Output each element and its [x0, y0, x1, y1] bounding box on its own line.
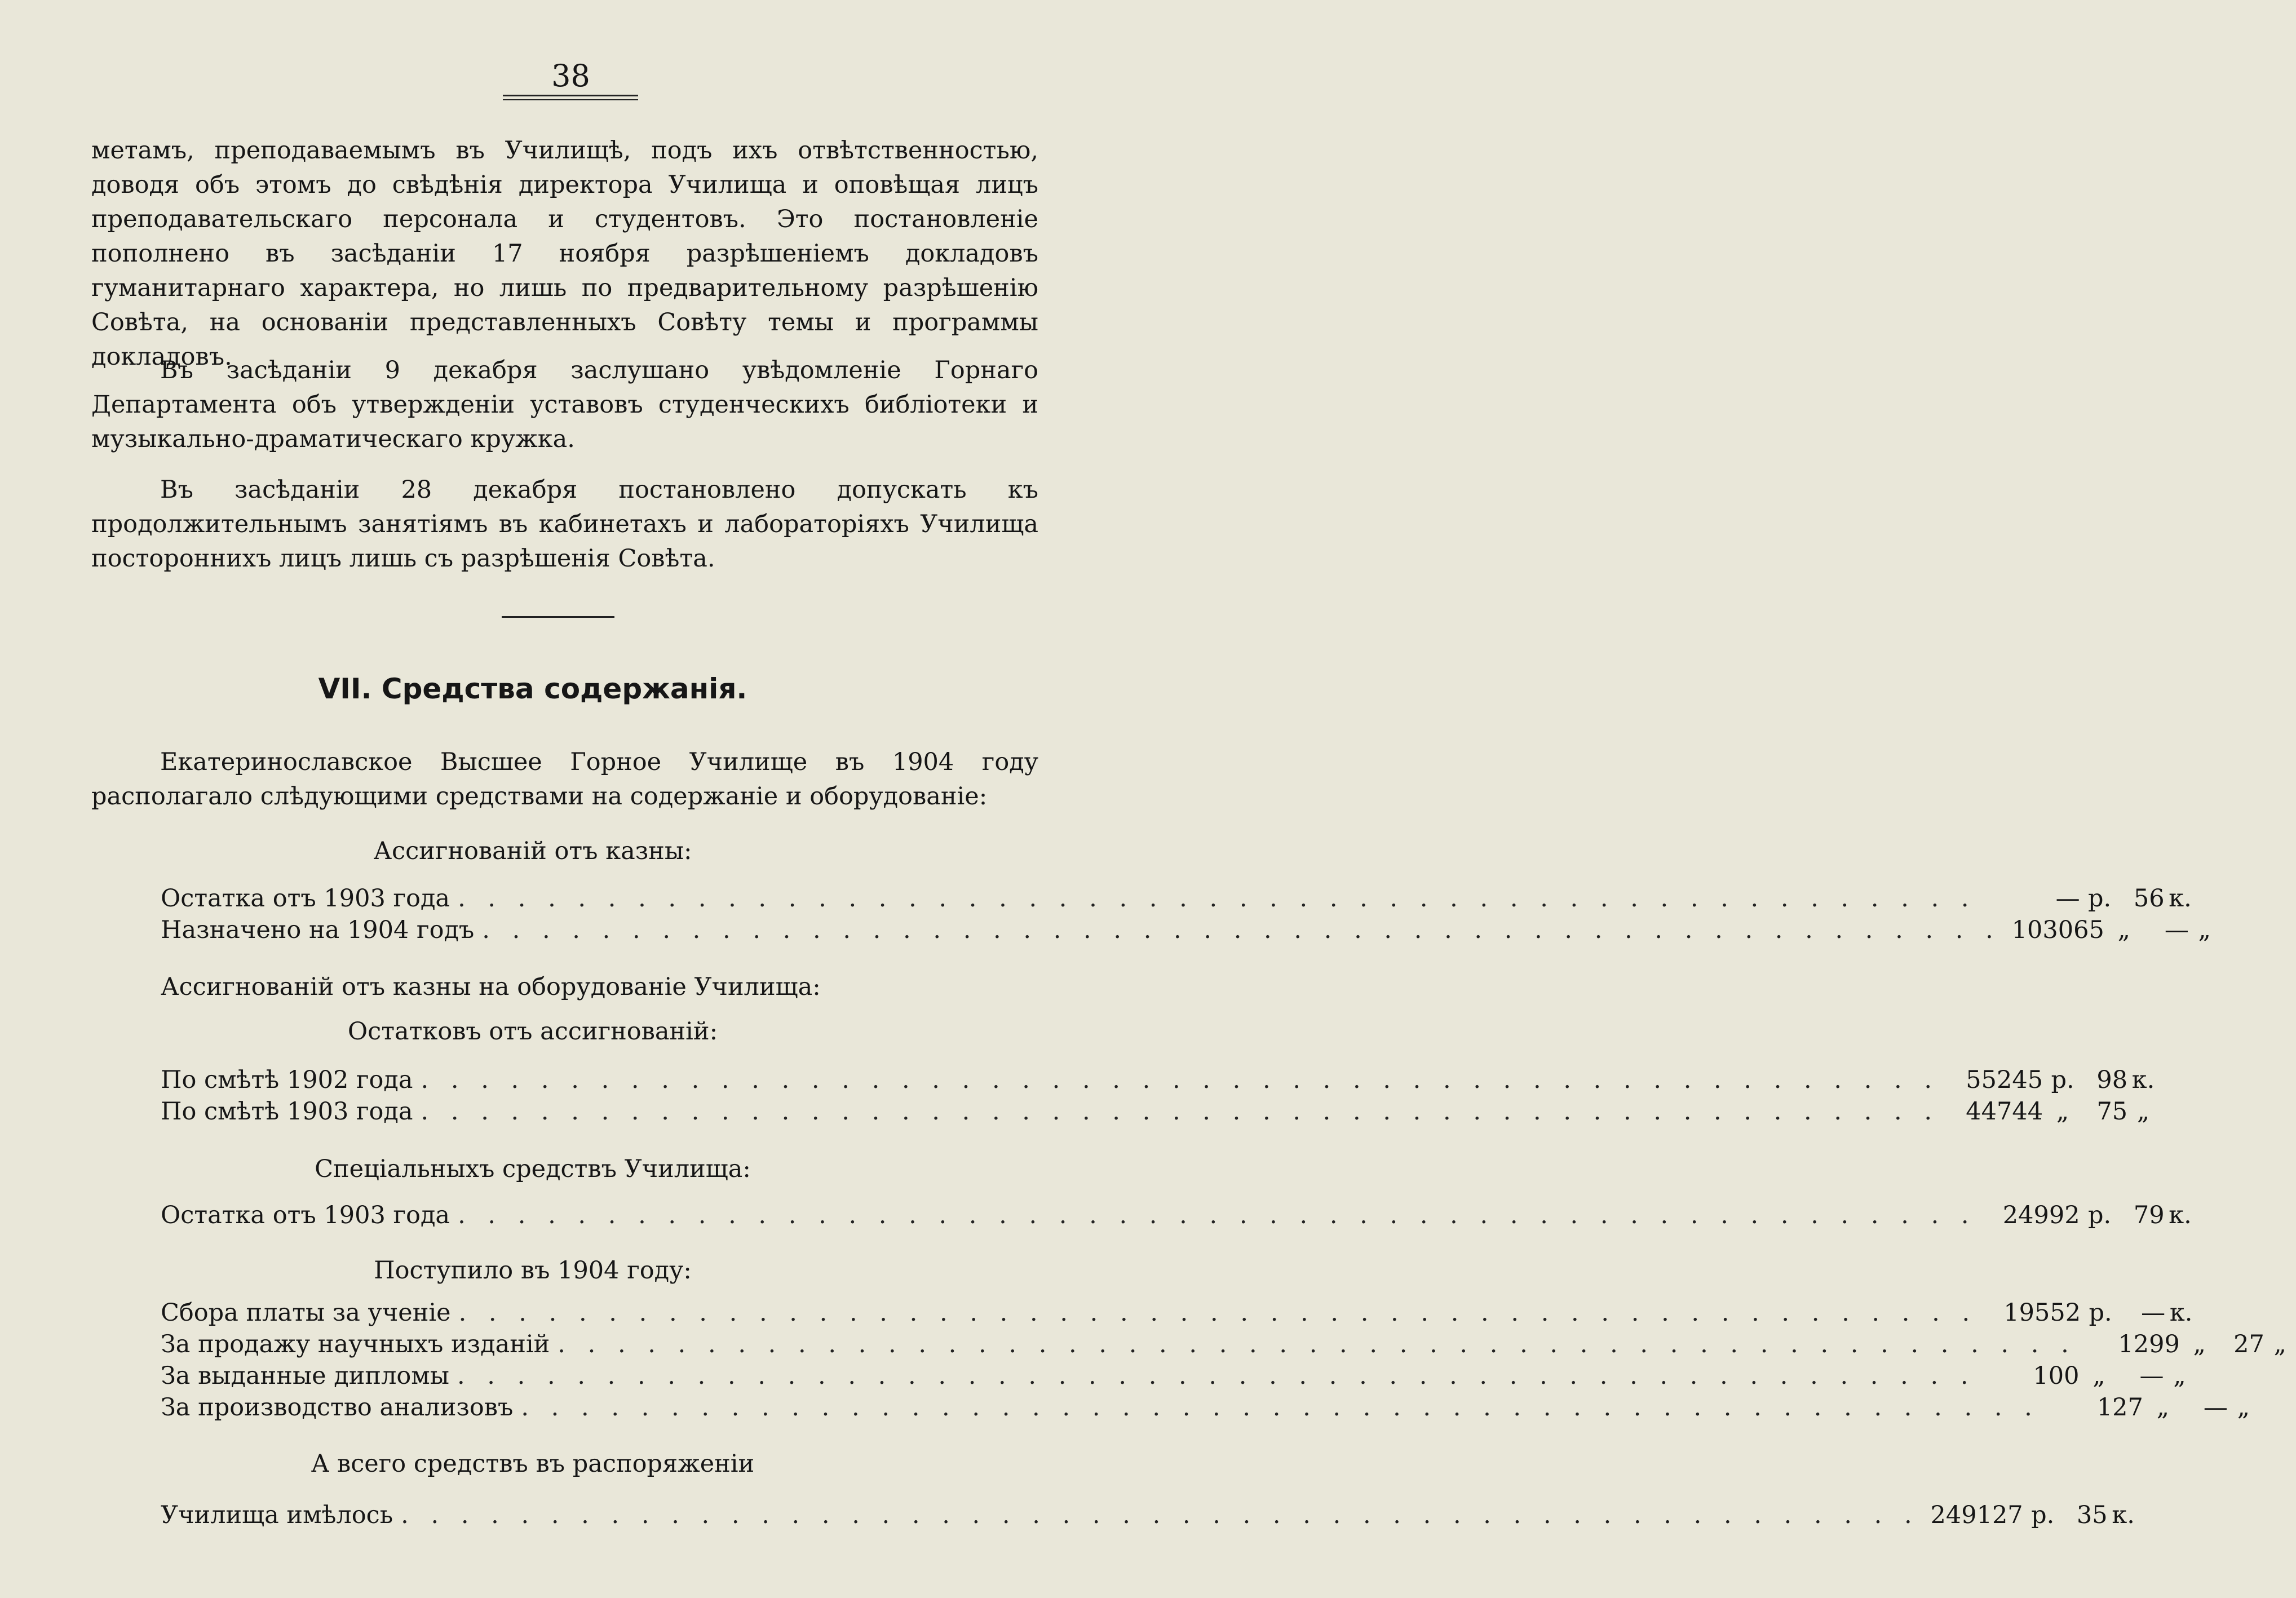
section-separator: [502, 616, 614, 618]
row-label: Училища имѣлось: [161, 1501, 393, 1529]
ruble-unit: „: [2056, 1097, 2069, 1126]
kopecks: 98: [2096, 1066, 2128, 1094]
rubles: 24992: [2002, 1201, 2080, 1229]
row-label: Остатка отъ 1903 года: [161, 884, 450, 913]
page-number-rule: [503, 99, 638, 100]
dot-leader: . . . . . . . . . . . . . . . . . . . . . . . . . . . . . . . . . . . . . . . . . . . . . . . . . . .: [457, 1362, 1976, 1390]
row-amount: [1984, 883, 2196, 914]
row-amount: [1983, 1360, 2195, 1392]
intro-paragraph: Екатеринославское Высшее Горное Училище въ 1904 году располагало слѣдующими средствами на содержаніе и оборудованіе:: [91, 748, 1038, 811]
kopecks: —: [2203, 1393, 2228, 1422]
kopeck-unit: „: [2198, 916, 2211, 944]
row-amount: [1985, 1297, 2197, 1329]
kopecks: 75: [2096, 1097, 2128, 1126]
row-label: За производство анализовъ: [161, 1393, 514, 1422]
ruble-unit: „: [2117, 916, 2130, 944]
rubles: 19552: [2003, 1299, 2081, 1327]
ledger-row: [161, 914, 2211, 946]
total-heading: А всего средствъ въ распоряженіи: [311, 1450, 755, 1478]
page-number: 38: [551, 58, 590, 94]
ruble-unit: р.: [2051, 1066, 2074, 1094]
row-amount: [1927, 1499, 2139, 1531]
rubles: 100: [2033, 1362, 2080, 1390]
ledger-row: [161, 1360, 2186, 1392]
ruble-unit: „: [2156, 1393, 2169, 1422]
kopecks: 56: [2133, 884, 2165, 913]
dot-leader: . . . . . . . . . . . . . . . . . . . . . . . . . . . . . . . . . . . . . . . . . . . . . . . . . . .: [458, 884, 1976, 913]
row-amount: [1947, 1064, 2159, 1096]
rubles: 1299: [2118, 1330, 2180, 1358]
kopeck-unit: „: [2237, 1393, 2250, 1422]
row-amount: [2047, 1392, 2259, 1423]
equipment-heading: Ассигнованій отъ казны на оборудованіе Училища:: [161, 973, 821, 1001]
kopecks: 27: [2233, 1330, 2264, 1358]
dot-leader: . . . . . . . . . . . . . . . . . . . . . . . . . . . . . . . . . . . . . . . . . . . . . . . . . . .: [421, 1097, 1940, 1126]
page-number-rule: [503, 95, 638, 96]
row-label: Остатка отъ 1903 года: [161, 1201, 450, 1229]
ruble-unit: р.: [2087, 1201, 2112, 1229]
row-amount: [1984, 1199, 2196, 1231]
rubles: 44744: [1966, 1097, 2043, 1126]
kopeck-unit: „: [2173, 1362, 2186, 1390]
ruble-unit: р.: [2089, 1299, 2112, 1327]
dot-leader: . . . . . . . . . . . . . . . . . . . . . . . . . . . . . . . . . . . . . . . . . . . . . . . . . . .: [401, 1501, 1919, 1529]
ledger-row: [161, 1096, 2150, 1127]
ruble-unit: р.: [2087, 884, 2112, 913]
dot-leader: . . . . . . . . . . . . . . . . . . . . . . . . . . . . . . . . . . . . . . . . . . . . . . . . . . .: [521, 1393, 2040, 1422]
row-amount: [2084, 1329, 2296, 1360]
rubles: —: [2055, 884, 2080, 913]
row-amount: [2009, 914, 2220, 946]
ledger-row: [161, 1297, 2193, 1329]
section-heading: VII. Средства содержанія.: [318, 672, 747, 705]
kopeck-unit: к.: [2169, 884, 2192, 913]
kopecks: —: [2164, 916, 2189, 944]
treasury-heading: Ассигнованій отъ казны:: [373, 837, 692, 865]
row-amount: [1947, 1096, 2159, 1127]
row-label: Назначено на 1904 годъ: [161, 916, 475, 944]
ledger-row-total: [161, 1499, 2135, 1531]
rubles: 127: [2096, 1393, 2143, 1422]
ledger-row: [161, 883, 2192, 914]
row-label: По смѣтѣ 1903 года: [161, 1097, 413, 1126]
dot-leader: . . . . . . . . . . . . . . . . . . . . . . . . . . . . . . . . . . . . . . . . . . . . . . . . . . .: [558, 1330, 2076, 1358]
kopecks: —: [2139, 1362, 2164, 1390]
row-label: За выданные дипломы: [161, 1362, 449, 1390]
paragraph-continued: метамъ, преподаваемымъ въ Училищѣ, подъ ихъ отвѣтственностью, доводя объ этомъ до свѣдѣнія директора Училища и оповѣщая лицъ преподавательскаго персонала и студентовъ. Это постановленіе пополнено въ засѣданіи 17 ноября разрѣшеніемъ докладовъ гуманитарнаго характера, но лишь по предварительному разрѣшенію Совѣта, на основаніи представленныхъ Совѣту темы и программы докладовъ.: [91, 136, 1038, 371]
received-heading: Поступило въ 1904 году:: [374, 1256, 692, 1285]
kopecks: 35: [2076, 1501, 2108, 1529]
rubles: 103065: [2011, 916, 2104, 944]
kopeck-unit: к.: [2112, 1501, 2135, 1529]
kopeck-unit: к.: [2169, 1201, 2192, 1229]
special-heading: Спеціальныхъ средствъ Училища:: [315, 1155, 751, 1183]
ledger-row: [161, 1064, 2155, 1096]
ledger-row: [161, 1329, 2286, 1360]
remainders-heading: Остатковъ отъ ассигнованій:: [347, 1017, 718, 1046]
kopeck-unit: „: [2136, 1097, 2150, 1126]
ruble-unit: „: [2092, 1362, 2105, 1390]
kopeck-unit: к.: [2131, 1066, 2155, 1094]
row-label: Сбора платы за ученіе: [161, 1299, 451, 1327]
dot-leader: . . . . . . . . . . . . . . . . . . . . . . . . . . . . . . . . . . . . . . . . . . . . . . . . . . .: [421, 1066, 1940, 1094]
row-label: За продажу научныхъ изданій: [161, 1330, 550, 1358]
dot-leader: . . . . . . . . . . . . . . . . . . . . . . . . . . . . . . . . . . . . . . . . . . . . . . . . . . .: [482, 916, 2001, 944]
paragraph-dec-28: Въ засѣданіи 28 декабря постановлено допускать къ продолжительнымъ занятіямъ въ кабинетахъ и лабораторіяхъ Училища постороннихъ лицъ лишь съ разрѣшенія Совѣта.: [91, 476, 1038, 573]
kopecks: —: [2141, 1299, 2166, 1327]
rubles: 249127: [1930, 1501, 2023, 1529]
kopeck-unit: к.: [2169, 1299, 2193, 1327]
kopeck-unit: „: [2273, 1330, 2286, 1358]
dot-leader: . . . . . . . . . . . . . . . . . . . . . . . . . . . . . . . . . . . . . . . . . . . . . . . . . . .: [458, 1299, 1978, 1327]
ledger-row: [161, 1392, 2250, 1423]
dot-leader: . . . . . . . . . . . . . . . . . . . . . . . . . . . . . . . . . . . . . . . . . . . . . . . . . . .: [458, 1201, 1976, 1229]
ledger-row: [161, 1199, 2192, 1231]
paragraph-dec-9: Въ засѣданіи 9 декабря заслушано увѣдомленіе Горнаго Департамента объ утвержденіи уставовъ студенческихъ библіотеки и музыкально-драматическаго кружка.: [91, 356, 1038, 453]
ruble-unit: „: [2193, 1330, 2206, 1358]
ruble-unit: р.: [2031, 1501, 2055, 1529]
row-label: По смѣтѣ 1902 года: [161, 1066, 413, 1094]
kopecks: 79: [2133, 1201, 2165, 1229]
rubles: 55245: [1966, 1066, 2043, 1094]
